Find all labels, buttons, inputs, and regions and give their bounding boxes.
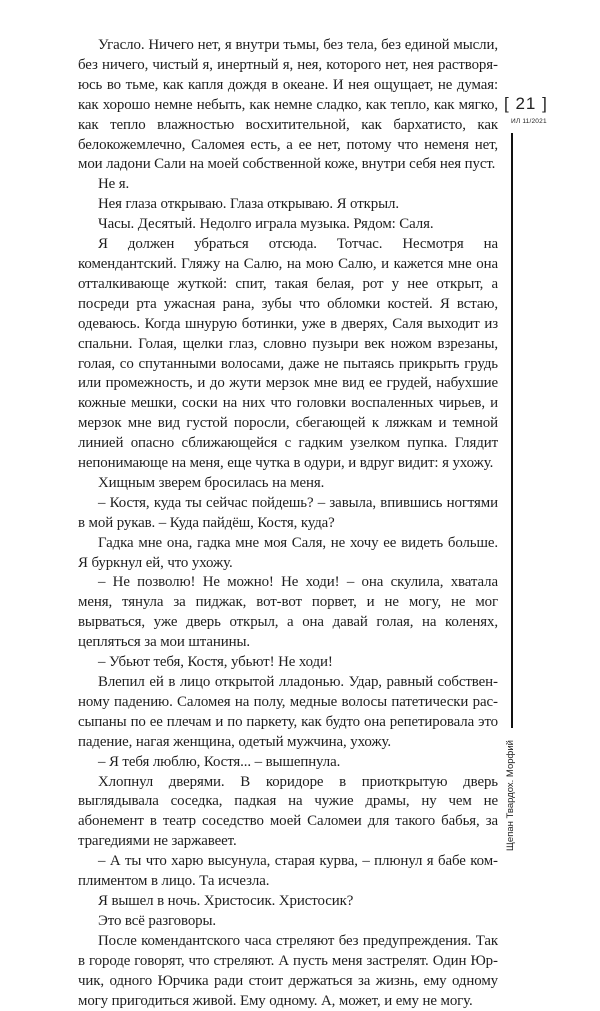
paragraph: – Не позволю! Не можно! Не ходи! – она скулила, хватала меня, тянула за пиджак, вот-вот порвет, и не могу, не мог вырваться, уже дверь открыл, а она давай голая, на коленях, цепляться за мои штанины. <box>78 574 498 651</box>
page-header <box>504 94 564 127</box>
paragraph: – Убьют тебя, Костя, убьют! Не ходи! <box>98 654 333 671</box>
vertical-rule-divider <box>511 133 513 728</box>
paragraph: Я должен убраться отсюда. Тотчас. Несмотря на комендантский. Гляжу на Салю, на мою Салю, и кажется мне она отталкивающе жуткой: спит, такая белая, рот у нее открыт, а посреди рта ужасная рана, зубы что обломки костей. Я встаю, одеваюсь. Когда шнурую ботинки, уже в дверях, Саля выходит из спальни. Голая, щелки глаз, словно пузыри век ножом взрезаны, голая, со спутанными волосами, даже не пытаясь прикрыть грудь или промежность, и до жути мерзок мне вид ее грудей, набухшие кожные мешки, соски на них что головки воспаленных чирьев, и мерзок мне вид густой поросли, сбегающей к ляжкам и темной линией опасно сближающейся с гадким узелком пупка. Глядит непонимающе на меня, еще чутка в одури, и вдруг видит: я ухожу. <box>78 236 498 472</box>
running-title: Щепан Твардох. Морфий <box>505 740 516 851</box>
paragraph: – Костя, куда ты сейчас пойдешь? – завыла, впившись ногтями в мой рукав. – Куда пайдёш, Костя, куда? <box>78 494 498 531</box>
page-body-text <box>78 36 498 1011</box>
issue-label: ИЛ 11/2021 <box>511 118 547 125</box>
paragraph: Часы. Десятый. Недолго играла музыка. Рядом: Саля. <box>98 216 434 233</box>
paragraph: – Я тебя люблю, Костя... – вышепнула. <box>98 753 341 770</box>
page-number: [ 21 ] <box>504 94 548 113</box>
paragraph: Хищным зверем бросилась на меня. <box>98 474 325 491</box>
paragraph: После комендантского часа стреляют без предупреждения. Так в городе говорят, что стреляют. А пусть меня застрелят. Один Юрчик, одного Юрчика ради стоит держаться за жизнь, ему одному могу пригодиться живой. Ему одному. А, может, и ему не могу. <box>78 932 498 1009</box>
paragraph: Угасло. Ничего нет, я внутри тьмы, без тела, без единой мысли, без ничего, чистый я, инертный я, нея, которого нет, нея растворяюсь во тьме, как капля дождя в океане. И нея ощущает, не думая: как хорошо немне небыть, как немне сладко, как тепло, как мягко, как тепло влажностью восхитительной, как бархатисто, как белокожемлечно, Саломея есть, а ее нет, потому что неменя нет, мои ладони Сали на моей собственной коже, внутри себя нея пуст. <box>78 37 498 173</box>
paragraph: Хлопнул дверями. В коридоре в приоткрытую дверь выглядывала соседка, падкая на чужие драмы, ну чем не абонемент в театр соседство моей Саломеи для такого бабья, за трагедиями не заржавеет. <box>78 773 498 850</box>
paragraph: Влепил ей в лицо открытой лладонью. Удар, равный собственному падению. Саломея на полу, медные волосы патетически рассыпаны по ее плечам и по паркету, как будто она репетировала это падение, нагая женщина, одетый мужчина, ухожу. <box>78 674 498 750</box>
paragraph: Я вышел в ночь. Христосик. Христосик? <box>98 892 354 909</box>
paragraph: Гадка мне она, гадка мне моя Саля, не хочу ее видеть больше. Я буркнул ей, что ухожу. <box>78 534 498 571</box>
paragraph: – А ты что харю высунула, старая курва, – плюнул я бабе комплиментом в лицо. Та исчезла. <box>78 853 498 890</box>
paragraph: Не я. <box>98 176 130 193</box>
paragraph: Нея глаза открываю. Глаза открываю. Я открыл. <box>98 196 399 213</box>
paragraph: Это всё разговоры. <box>98 912 217 929</box>
